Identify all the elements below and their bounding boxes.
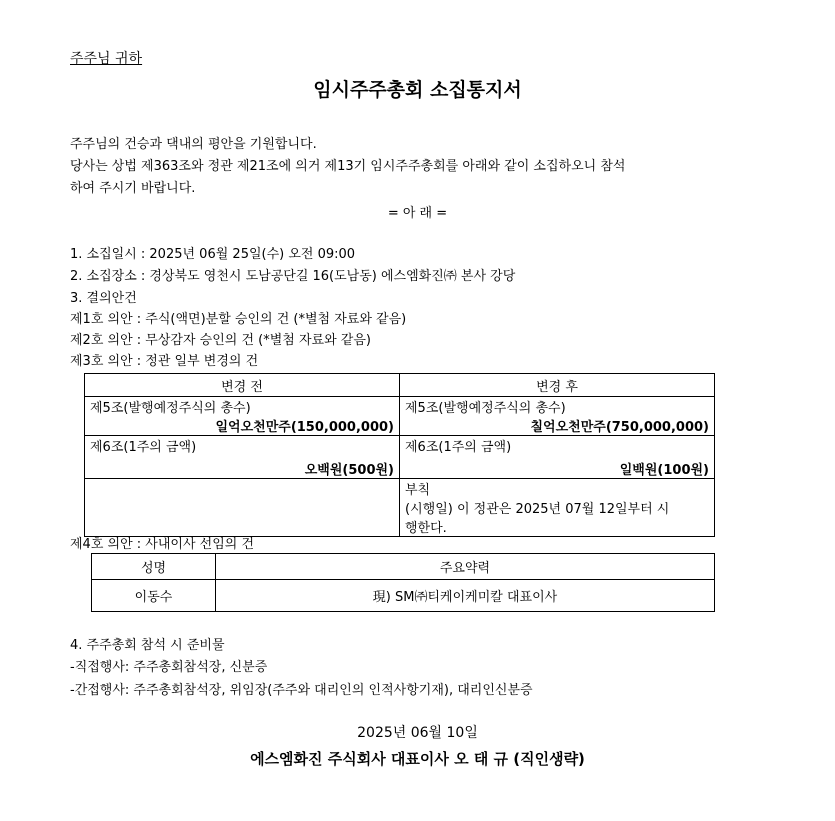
- cell-line: 부칙: [405, 483, 431, 498]
- prep-proxy: -간접행사: 주주총회참석장, 위임장(주주와 대리인의 인적사항기재), 대리인신분증: [70, 683, 533, 698]
- addressee: 주주님 귀하: [70, 51, 143, 67]
- notice-date: 2025년 06월 10일: [357, 725, 478, 741]
- cell-label: 제5조(발행예정주식의 총수): [90, 401, 251, 416]
- below-heading: = 아 래 =: [387, 206, 448, 221]
- cell-after-1: [400, 397, 715, 436]
- cell-after-3: [400, 479, 715, 537]
- cell-before-3: [85, 479, 400, 537]
- cell-value: 일백원(100원): [619, 463, 709, 478]
- greeting: 주주님의 건승과 댁내의 평안을 기원합니다.: [70, 137, 317, 152]
- intro-line-1: 당사는 상법 제363조와 정관 제21조에 의거 제13기 임시주주총회를 아래와 같이 소집하오니 참석: [70, 159, 626, 174]
- amendment-table: [84, 373, 715, 537]
- cell-label: 제6조(1주의 금액): [405, 440, 512, 455]
- agenda-heading: 3. 결의안건: [70, 291, 137, 306]
- agenda-3: 제3호 의안 : 정관 일부 변경의 건: [70, 354, 259, 369]
- cell-after-2: [400, 436, 715, 479]
- meeting-date: 1. 소집일시 : 2025년 06월 25일(수) 오전 09:00: [70, 247, 356, 262]
- agenda-4: 제4호 의안 : 사내이사 선임의 건: [70, 537, 255, 552]
- signature-line: 에스엠화진 주식회사 대표이사 오 태 규 (직인생략): [250, 750, 585, 768]
- director-table: [91, 553, 715, 612]
- prep-direct: -직접행사: 주주총회참석장, 신분증: [70, 660, 268, 675]
- intro-line-2: 하여 주시기 바랍니다.: [70, 181, 196, 196]
- cell-line: 행한다.: [405, 521, 447, 536]
- cell-value: 일억오천만주(150,000,000): [215, 420, 394, 435]
- director-name: 이동수: [92, 580, 216, 612]
- cell-before-2: [85, 436, 400, 479]
- page-title: 임시주주총회 소집통지서: [313, 79, 522, 101]
- agenda-2: 제2호 의안 : 무상감자 승인의 건 (*별첨 자료와 같음): [70, 333, 371, 348]
- director-career: 現) SM㈜티케이케미칼 대표이사: [216, 580, 715, 612]
- cell-line: (시행일) 이 정관은 2025년 07월 12일부터 시: [405, 502, 670, 517]
- header-before: 변경 전: [85, 374, 400, 397]
- header-after: 변경 후: [400, 374, 715, 397]
- header-career: 주요약력: [216, 554, 715, 580]
- cell-label: 제6조(1주의 금액): [90, 440, 197, 455]
- cell-value: 오백원(500원): [304, 463, 394, 478]
- header-name: 성명: [92, 554, 216, 580]
- cell-value: 칠억오천만주(750,000,000): [530, 420, 709, 435]
- agenda-1: 제1호 의안 : 주식(액면)분할 승인의 건 (*별첨 자료와 같음): [70, 312, 407, 327]
- cell-before-1: [85, 397, 400, 436]
- prep-heading: 4. 주주총회 참석 시 준비물: [70, 638, 225, 653]
- cell-label: 제5조(발행예정주식의 총수): [405, 401, 566, 416]
- meeting-place: 2. 소집장소 : 경상북도 영천시 도남공단길 16(도남동) 에스엠화진㈜ 본사 강당: [70, 269, 516, 284]
